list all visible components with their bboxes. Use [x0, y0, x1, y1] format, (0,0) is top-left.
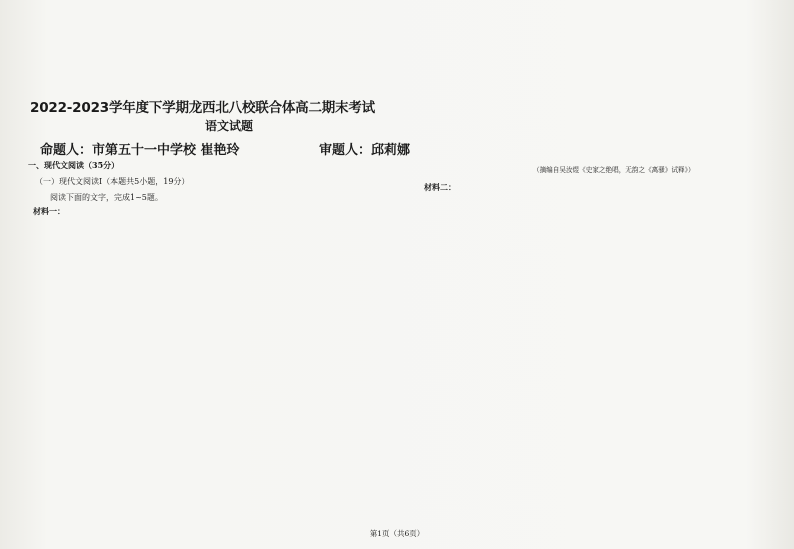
citation: （摘编自吴汝煜《史家之绝唱，无韵之《离骚》试释》）	[533, 166, 695, 174]
section-heading: 一、现代文阅读（35分）	[28, 160, 120, 170]
exam-title: 2022-2023学年度下学期龙西北八校联合体高二期末考试	[30, 100, 375, 116]
right-column	[405, 0, 794, 549]
material-label: 材料一：	[33, 206, 65, 216]
page-number: 第1页（共6页）	[369, 529, 425, 538]
material-label: 材料二：	[424, 182, 456, 192]
subject-title: 语文试题	[205, 119, 254, 133]
subsection-heading: （一）现代文阅读Ⅰ（本题共5小题，19分）	[35, 177, 190, 186]
proposer-line	[40, 139, 410, 158]
reviewer: 审题人：邱莉娜	[318, 143, 410, 158]
proposer: 命题人：市第五十一中学校 崔艳玲	[40, 143, 240, 158]
instruction: 阅读下面的文字，完成1~5题。	[50, 193, 163, 202]
